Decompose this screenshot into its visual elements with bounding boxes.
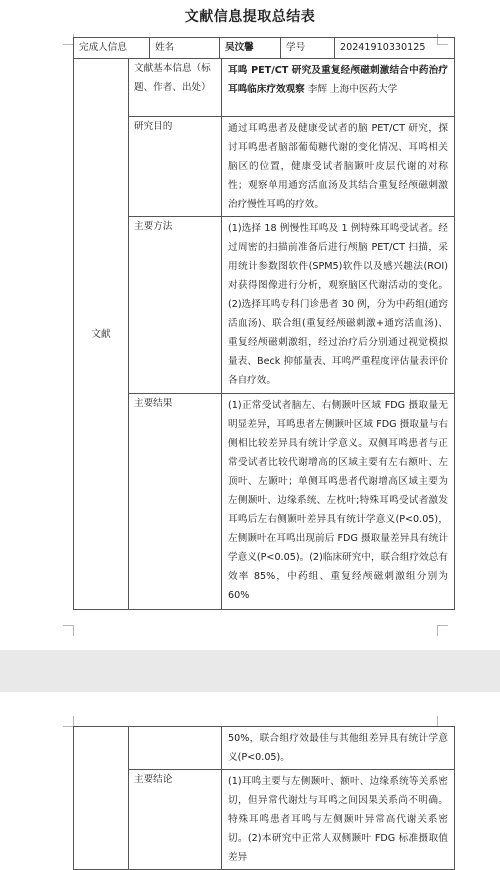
paper-title: 耳鸣 PET/CT 研究及重复经颅磁刺激结合中药治疗耳鸣临床疗效观察 <box>228 65 448 95</box>
crop-mark-bottom-left <box>63 625 74 636</box>
results-text-page2: 50%，联合组疗效最佳与其他组差异具有统计学意义(P<0.05)。 <box>222 727 455 770</box>
results-text-page1: (1)正常受试者脑左、右侧颞叶区域 FDG 摄取量无明显差异，耳鸣患者左侧颞叶区域 FDG 摄取量与右侧相比较差异具有统计学意义。双侧耳鸣患者与正常受试者比较代谢增高的区域主要有左右额叶、左顶叶、左颞叶；单侧耳鸣患者代谢增高区域主要为左侧颞叶、边缘系统、左枕叶;特殊耳鸣受试者激发耳鸣后左右侧颞叶差异具有统计学意义(P<0.05)，左侧颞叶在耳鸣出现前后 FDG 摄取量差异具有统计学意义(P<0.05)。(2)临床研究中，联合组疗效总有效率 85%，中药组、重复经颅磁刺激组分别为 60% <box>222 394 455 610</box>
student-id-value: 20241910330125 <box>335 38 455 59</box>
student-id-label: 学号 <box>281 38 335 59</box>
results-label: 主要结果 <box>129 394 222 610</box>
literature-table-continued <box>73 726 455 870</box>
name-value: 吴汶馨 <box>220 38 281 59</box>
conclusion-label: 主要结论 <box>129 770 222 870</box>
completer-label: 完成人信息 <box>74 38 150 59</box>
crop-mark-bottom-right <box>437 625 448 636</box>
section-cell-continued <box>74 727 129 870</box>
purpose-label: 研究目的 <box>129 117 222 217</box>
document-page-2 <box>0 692 500 863</box>
paper-author-source: 李辉 上海中医药大学 <box>307 84 398 95</box>
page-title: 文献信息提取总结表 <box>184 9 316 25</box>
literature-table <box>73 58 455 610</box>
info-row-table <box>73 37 455 59</box>
page-gap <box>0 650 500 692</box>
conclusion-text: (1)耳鸣主要与左侧颞叶、额叶、边缘系统等关系密切，但异常代谢灶与耳鸣之间因果关系尚不明确。特殊耳鸣患者耳鸣与左侧颞叶异常高代谢关系密切。(2)本研究中正常人双侧颞叶 FDG 标准摄取值差异 <box>222 770 455 870</box>
purpose-text: 通过耳鸣患者及健康受试者的脑 PET/CT 研究，探讨耳鸣患者脑部葡萄糖代谢的变化情况、耳鸣相关脑区的位置，健康受试者脑颞叶皮层代谢的对称性；观察单用通窍活血汤及其结合重复经颅磁刺激治疗慢性耳鸣的疗效。 <box>222 117 455 217</box>
basic-info-content <box>222 59 455 117</box>
name-label: 姓名 <box>150 38 220 59</box>
section-label-literature: 文献 <box>74 59 129 610</box>
methods-label: 主要方法 <box>129 217 222 394</box>
basic-info-label: 文献基本信息（标题、作者、出处） <box>129 59 222 117</box>
methods-text: (1)选择 18 例慢性耳鸣及 1 例特殊耳鸣受试者。经过周密的扫描前准备后进行颅脑 PET/CT 扫描，采用统计参数图软件(SPM5)软件以及感兴趣法(ROI)对获得图像进行分析，观察脑区代谢活动的变化。(2)选择耳鸣专科门诊患者 30 例，分为中药组(通窍活血汤)、联合组(重复经颅磁刺激+通窍活血汤)、重复经颅磁刺激组，经过治疗后分别通过视觉模拟量表、Beck 抑郁量表、耳鸣严重程度评估量表评价各自疗效。 <box>222 217 455 394</box>
results-label-continued <box>129 727 222 770</box>
